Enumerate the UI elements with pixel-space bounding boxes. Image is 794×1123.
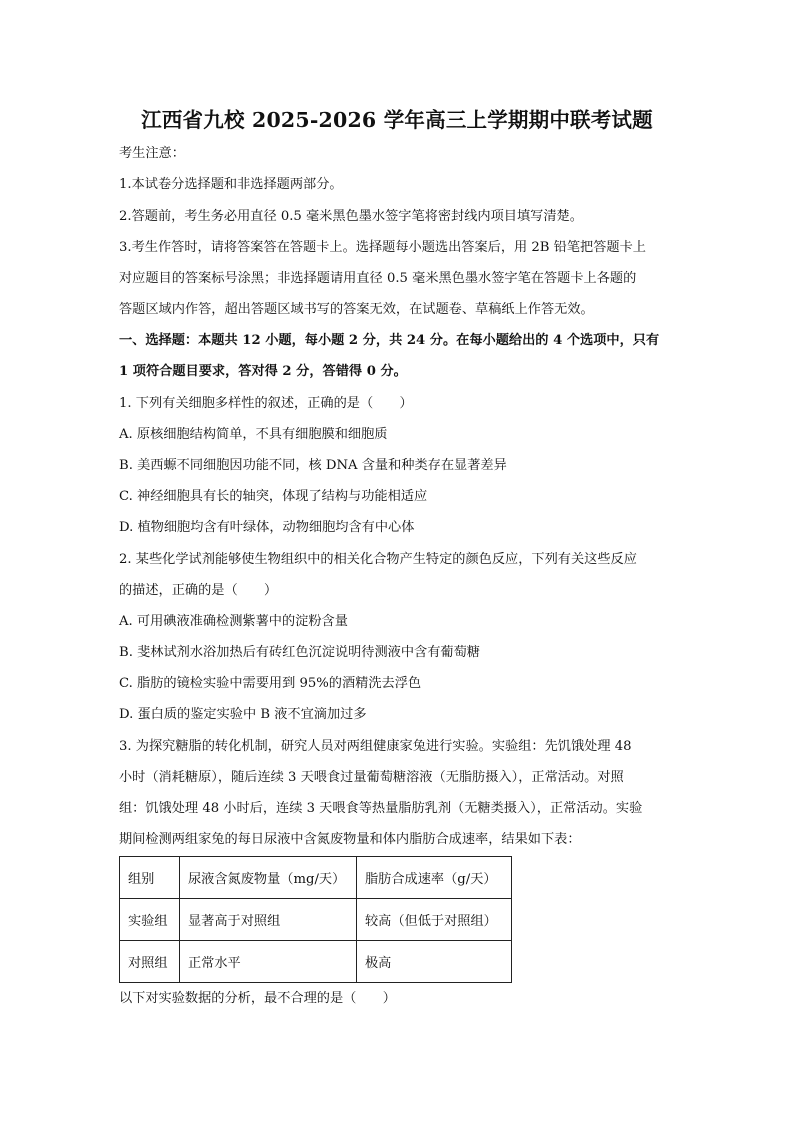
q3-stem-line-4: 期间检测两组家兔的每日尿液中含氮废物量和体内脂肪合成速率，结果如下表：: [119, 832, 581, 847]
table-header-cell: 尿液含氮废物量（mg/天）: [180, 857, 357, 899]
table-header-cell: 组别: [120, 857, 180, 899]
q2-option-b: B. 斐林试剂水浴加热后有砖红色沉淀说明待测液中含有葡萄糖: [119, 645, 480, 660]
q3-stem-line-3: 组：饥饿处理 48 小时后，连续 3 天喂食等热量脂肪乳剂（无糖类摄入），正常活动。实验: [119, 801, 643, 816]
q2-option-a: A. 可用碘液准确检测紫薯中的淀粉含量: [119, 614, 348, 629]
table-row: [120, 941, 512, 983]
section-heading-line-1: 一、选择题：本题共 12 小题，每小题 2 分，共 24 分。在每小题给出的 4 个选项中，只有: [119, 333, 660, 348]
table-row: [120, 899, 512, 941]
q2-stem-line-1: 2. 某些化学试剂能够使生物组织中的相关化合物产生特定的颜色反应，下列有关这些反应: [119, 552, 637, 567]
notice-item-3-cont-1: 对应题目的答案标号涂黑；非选择题请用直径 0.5 毫米黑色墨水签字笔在答题卡上各题的: [119, 271, 637, 286]
notice-heading: 考生注意：: [119, 146, 185, 161]
section-heading-line-2: 1 项符合题目要求，答对得 2 分，答错得 0 分。: [119, 364, 407, 379]
q2-option-c: C. 脂肪的镜检实验中需要用到 95%的酒精洗去浮色: [119, 676, 422, 691]
q1-option-c: C. 神经细胞具有长的轴突，体现了结构与功能相适应: [119, 489, 428, 504]
q1-option-b: B. 美西螈不同细胞因功能不同，核 DNA 含量和种类存在显著差异: [119, 458, 507, 473]
q1-option-a: A. 原核细胞结构简单，不具有细胞膜和细胞质: [119, 427, 388, 442]
q1-option-d: D. 植物细胞均含有叶绿体，动物细胞均含有中心体: [119, 520, 415, 535]
table-cell: 较高（但低于对照组）: [357, 899, 512, 941]
table-header-row: [120, 857, 512, 899]
table-cell: 对照组: [120, 941, 180, 983]
table-header-cell: 脂肪合成速率（g/天）: [357, 857, 512, 899]
q2-stem-line-2: 的描述，正确的是（ ）: [119, 583, 278, 598]
table-cell: 实验组: [120, 899, 180, 941]
table-cell: 极高: [357, 941, 512, 983]
exam-title: 江西省九校 2025-2026 学年高三上学期期中联考试题: [141, 108, 653, 132]
q3-results-table: [119, 856, 512, 983]
q3-stem-line-2: 小时（消耗糖原），随后连续 3 天喂食过量葡萄糖溶液（无脂肪摄入），正常活动。对照: [119, 770, 624, 785]
notice-item-3: 3.考生作答时，请将答案答在答题卡上。选择题每小题选出答案后，用 2B 铅笔把答题卡上: [119, 240, 646, 255]
q3-question: 以下对实验数据的分析，最不合理的是（ ）: [119, 991, 396, 1006]
notice-item-2: 2.答题前，考生务必用直径 0.5 毫米黑色墨水签字笔将密封线内项目填写清楚。: [119, 209, 583, 224]
q3-stem-line-1: 3. 为探究糖脂的转化机制，研究人员对两组健康家兔进行实验。实验组：先饥饿处理 48: [119, 739, 632, 754]
notice-item-3-cont-2: 答题区域内作答，超出答题区域书写的答案无效，在试题卷、草稿纸上作答无效。: [119, 302, 594, 317]
notice-item-1: 1.本试卷分选择题和非选择题两部分。: [119, 177, 343, 192]
q1-stem: 1. 下列有关细胞多样性的叙述，正确的是（ ）: [119, 396, 413, 411]
table-cell: 正常水平: [180, 941, 357, 983]
q2-option-d: D. 蛋白质的鉴定实验中 B 液不宜滴加过多: [119, 707, 367, 722]
table-cell: 显著高于对照组: [180, 899, 357, 941]
